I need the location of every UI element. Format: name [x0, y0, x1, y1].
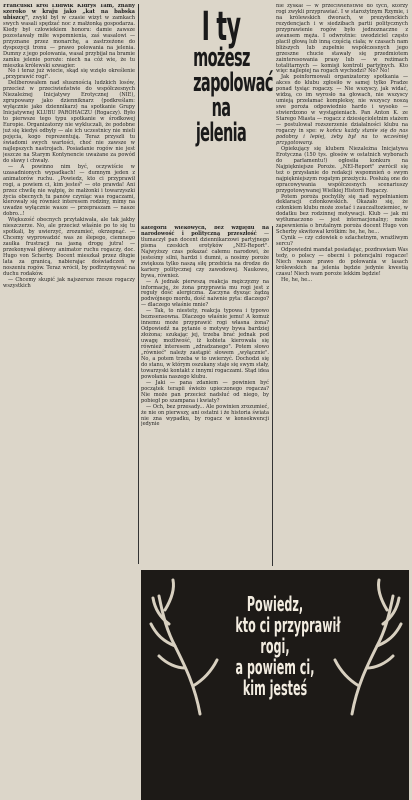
body-text: , zwykł był w czasie wizyt w zamkach swych wasali spędzać noc z małżonką gospodarza. Kiedy był człowiekiem honoru: damie zawsze pozostawały miłe wspomnienia, zaś wasalowi — przyznane przez monarchę, a zastrzeżone do dyspozycji tronu — prawo polowania na jelenia. Dumny z jego polowania, wasal przybijał na bramie zamku jelenie poroże: niech na cóż wie, że tu mieszka królewski szwagier.	[3, 14, 135, 69]
paragraph	[141, 226, 269, 280]
article-column-3	[276, 4, 408, 540]
headline-line: jelenia	[195, 118, 247, 148]
quote-line: Powiedz,	[246, 592, 304, 616]
illustration-box	[141, 570, 409, 800]
paragraph	[3, 4, 135, 69]
headline-line: możesz	[193, 43, 250, 73]
quote-line: kim jesteś	[242, 676, 308, 700]
paragraph: Deliberowałem nad słusznością ludzkich losów, przecież w przeciwieństwie do współczesnych Niezależnej Inicjatywy Erotycznej (NIE), zgrupowany jako dzienniknarz (podkreślam: wyłącznie jako dziennikarz) na spotkanie Grupy Inicjatywnej KLUBU PAROHACZU (Rogaczy). Było to pierwsze tego typu spotkanie w środkowej Europie. Organizatorzy nie wykluczali, że podobne już się kiedyś odbyły — ale ich uczestnicy nie mieli pojęcia, kogo reprezentują. Teraz przyszli tu świadomi swych wartości, choć nie zawsze w najlepszych nastrojach. Posiadanie rogów nie jest jeszcze na Starym Kontynencie uważane za powód do sławy i chwały.	[3, 80, 135, 164]
body-text: Jak poinformowali organizatorzy spotkania — akces do klubu zgłosiło w samej tylko Pradze ponad tysiąc rogaczy. — Nie wszyscy, jak widać, widzą, co im wyrosło na głowach, nie wszyscy umieją przełamać kompleksy, nie wszyscy noszą swe poroża odpowiednio hardo i wysoko — stwierdzono w wystąpieniach. Pan Anton K. ze Starego Miasta — rogacz z dziesięcioletnim stażem — postulował rozszerzenie działalności klubu na rogaczy in spe:	[276, 74, 408, 135]
paragraph: Opiekujący się klubem Niezależna Inicjatywa Erotyczna (150 tys. głosów w ostatnich wyborach do parlamentu!) ogłosiła konkurs na Najpiękniejsze Poroże. „NEI-Report" zwrócił się też o przysłanie do redakcji wspomnień o swym najpiękniejszym rogatym przeżyciu. Posłużą one do opracowywania współczesnych scenariuszy przygotowywanej Wielkiej Historii Rogaczy.	[276, 145, 408, 194]
pull-quote	[211, 594, 339, 699]
quote-line: rogi,	[260, 634, 290, 658]
paragraph	[276, 75, 408, 146]
paragraph: Odpowiedni mandat posiadając, pozdrawiam Was tedy, o polscy — obecni i potencjalni rogacze! Niech wasze prawo do polowania w lasach królewskich na jelenia będzie jedynie kwestią czasu! Niech wam poroże lekkim będzie!	[276, 247, 408, 277]
paragraph: Większość obecnych przytakiwała, ale tak jakby nieszczerze. No, ale przecież właśnie po to się tu spotkali, by uwierzyć, zrozumieć, okrzepnąć. — Chcemy wyprowadzić was ze ślepego, ciemnego zaułka frustracji na jasną drogę jutra! — przekonywał główny animator ruchu rogaczy, doc. Hugo von Scherby. Docent mieszkał przez długie lata za granicą, nabierając doświadczeń w noszeniu rogów. Teraz wrócił, by podtrzymywać na duchu rodaków.	[3, 217, 135, 277]
paragraph: — A powinno nim być, oczywiście w uzasadnionych wypadkach! — dumnym jeden z animatorów ruchu. „Powiedz, kto ci przyprawił rogi, a powiem ci, kim jesteś" — oto prawda! Ani przez chwilę nie wątpię, że małżonki i towarzyszki życia obecnych tu panów czyniąc was rogaczami, kierowały się również interesem rodziny, mimy na uwadze wyłącznie wasze — przepraszam — nasze dobro...!	[3, 163, 135, 218]
paragraph: — A jednak pierwszą reakcja mężczyzny na informację, że żona przyprawia mu rogi jest z reguły dość alergiczna. Zaczyna dysząc żądzą podwójnego mordu, dość naiwnie pyta: dlaczego? — dlaczego właśnie mnie?	[141, 278, 269, 309]
lead-text: Francuski król Ludwik Kidrys Tam, znany szeroko w kraju jako „kat na babska ubiszcę"	[3, 4, 135, 21]
headline-line: I ty	[201, 4, 241, 50]
paragraph: — Jaki — pana zdaniem — powinien być początek terapii świeżo upieczonego rogacza? Nie może pan przecież nadsłuć od niego, by pobiegł po szampana i kwiaty?	[141, 379, 269, 404]
headline	[176, 4, 273, 222]
headline-line: na	[211, 93, 231, 123]
paragraph: He, he, he...	[281, 276, 313, 283]
paragraph: nie zyskał — w przeciwieństwie do tych, którzy rogi zwykli przyprawiać. I w starożytnym Rzymie, i na królewskich dworach, w prezydenckich rezydencjach i w siedzibach partii politycznych przyprawienie rogów było jednoznaczne z awansem męża. I odwrotnie: uwodziciel często płacił głową lub inną częścią ciała; w czasach nam bliższych lub zupełnie współczesnych jego grzeszne chucie stawały się przedmiotem zainteresowania prasy lub — w reżimach totalitarnych — komisji kontroli partyjnych. Kto więc najlepiej na rogach wychodzi? No? No!	[276, 4, 408, 75]
headline-line: zapolować	[193, 68, 273, 98]
italic-text: w końcu każdy stanie się do nas podobny i lepiej, żeby był na to wcześniej przygotowany.	[276, 128, 408, 146]
paragraph: No i teraz już wiecie, skąd się wzięło określenie „przyprawić rogi".	[3, 68, 135, 81]
lead-text: kategorii wiekowych, bez względu na narodowość i polityczną przeszłość	[141, 226, 269, 237]
paragraph: Cynik — czy człowiek o szlachetnym, wrażliwym sercu?	[276, 235, 408, 248]
paragraph: — Och, bez przesady... Ale powinien zrozumieć, że nie on pierwszy, ani ostatni i że historia świata nie zna wypadku, by rogacz w konsekwencji jedynie	[141, 403, 269, 428]
antler-right-icon	[327, 576, 407, 716]
paragraph: — Chcemy skupić jak najszersze rzesze rogaczy wszystkich	[3, 276, 135, 289]
quote-line: kto ci przyprawił	[235, 613, 341, 637]
paragraph: — Tak, to niestety, reakcja typowa i typowo beznsensowna. Dlaczego właśnie jemu! A komuż innemu może przyprawić rogi własna żona? Odpowiedź na pytanie o motywy bywa bardziej złożona; szukając jej, trzeba brać jednak pod uwagę możliwość, iż kobieta kierowała się również interesem „zdradzanego". Potem słowo „równieć" należy zastąpić słowem „wyłącznie". No, a potem trzeba w to uwierzyć. Dochodzi się do stanu, w którym oszukany staje się swym stały, towarzyski kontakt z innymi rogaczami. Stąd idea powołania naszego klubu.	[141, 308, 269, 380]
column-divider	[138, 4, 139, 564]
paragraph: Potem poroża pochyliły się nad wypełnianiem deklaracji członkowskich. Okazało się, że członkiem klubu może zostać i zauczaltoziemiec, w dodatku bez rodzinnej motywacji. Klub — jak mi wytłumaczono — jest internacjonalny; może zapewnienia o brutalnym poroża docent Hugo von Scherby skwitował krótkim: he, he, he...	[276, 193, 408, 236]
article-column-1	[3, 4, 135, 792]
column-divider	[272, 226, 273, 566]
quote-line: a powiem ci,	[235, 655, 315, 679]
body-text: — tłumaczył pan docent dziennikarzowi partyjnego pisma czeskich erotyków „NEI-Report". Najwyższy czas pokazać całemu narodowi, że jesteśmy silni, hardzi i dumni, a nosimy poroże zwiększa tylko naszą siłę przebicia na drodze do kariery politycznej czy zawodowej. Naukowo, bywa, również.	[141, 230, 269, 279]
